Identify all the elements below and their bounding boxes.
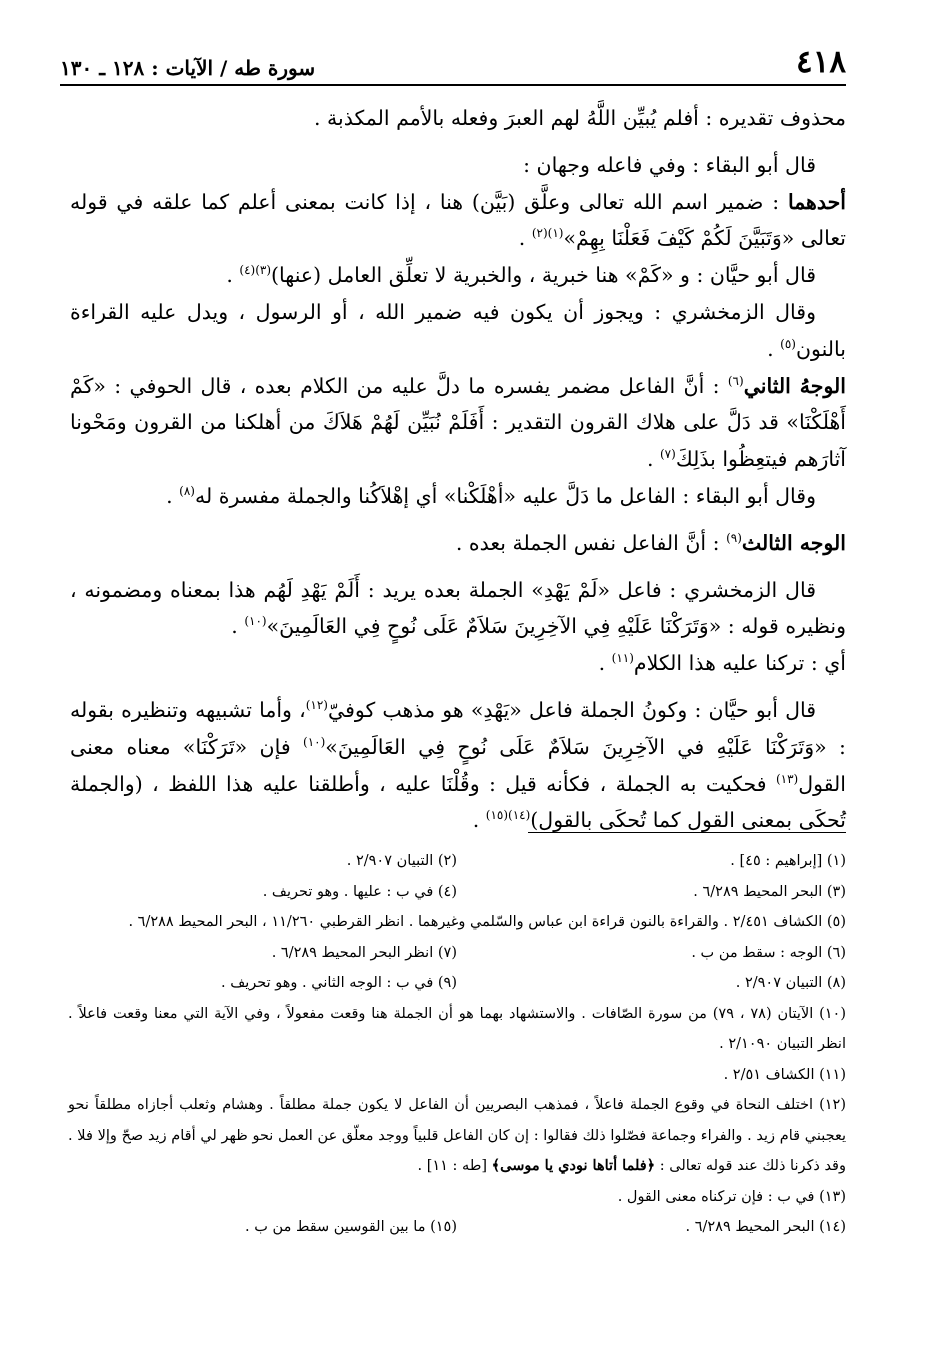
footnote-ref[interactable]: (١٠) [244,614,267,629]
footnote-12 [68,1090,846,1182]
footnote-5: (٥) الكشاف ٢/٤٥١ . والقراءة بالنون قراءة ابن عباس والسّلمي وغيرهما . انظر القرطبي ١١/٢٦٠ ، البحر المحيط ٦/٢٨٨ . [128,914,846,930]
paragraph-10: أي : تركنا عليه هذا الكلام$^{(١١)}$ . [598,651,846,676]
footnote-row [68,1212,846,1243]
paragraph-text: فحكيت به الجملة ، فكأنه قيل : وقُلْنَا عليه ، وأطلقنا عليه هذا اللفظ ، (والجملة تُحكَى بمعنى القول كما تُحكَى بالقول) [70,771,846,833]
footnote-ref[interactable]: (٨) [179,484,195,499]
footnote-row [68,846,846,877]
paragraph-text: فإن «تَرَكْنَا» معناه معنى القول [70,734,846,796]
section-heading: أحدهما [787,189,846,214]
paragraph-5: وقال الزمخشري : ويجوز أن يكون فيه ضمير الله ، أو الرسول ، ويدل عليه القراءة بالنون$^{(٥)}$ . [70,299,846,361]
paragraph-text: وقال أبو البقاء : الفاعل ما دَلَّ عليه «أهْلَكْنا» أي إهْلاَكُنا والجملة مفسرة له [194,483,816,508]
footnote-separator [528,832,846,833]
footnote-9: (٩) في ب : الوجه الثاني . وهو تحريف . [221,975,457,991]
footnote-8: (٨) التبيان ٢/٩٠٧ . [735,975,846,991]
paragraph-text: : أنَّ الفاعل مضمر يفسره ما دلَّ عليه من الكلام بعده ، قال الحوفي : «كَمْ أَهْلَكْنَا» قد دَلَّ على هلاك القرون التقدير : أَفَلَمْ نُبَيِّن لَهُمْ هَلاَكَ من أهلكنا من القرون ومَحْونا آثارَهم فيتعِظُوا بذَلِكَ [70,373,846,472]
footnote-ref[interactable]: (٥) [780,336,796,351]
paragraph-text: قال أبو حيَّان : و «كَمْ» هنا خبرية ، والخبرية لا تعلِّق العامل (عنها) [271,263,816,288]
footnote-11: (١١) الكشاف ٢/٥١ . [723,1066,846,1083]
footnote-ref[interactable]: (٣)(٤) [239,263,272,278]
paragraph-text: محذوف تقديره : أفلم يُبيِّن اللَّهُ لهم العبرَ وفعله بالأمم المكذبة . [313,106,846,130]
footnote-2: (٢) التبيان ٢/٩٠٧ . [346,853,457,869]
paragraph-text: أي : تركنا عليه هذا الكلام [633,651,846,676]
footnote-3: (٣) البحر المحيط ٦/٢٨٩ . [693,883,846,900]
paragraph-3: أحدهما : ضمير اسم الله تعالى وعلَّق (بَيَّن) هنا ، إذا كانت بمعنى أعلم كما علقه في قوله تعالى «وَتَبَيَّنَ لَكُمْ كَيْفَ فَعَلْنَا بِهِمْ»$^{(١)(٢)}$ . [70,189,846,251]
footnote-row [68,968,846,999]
page-number: ٤١٨ [796,44,846,80]
footnote-ref[interactable]: (١١) [611,651,634,666]
footnotes [68,846,846,1243]
footnote-ref[interactable]: (١٤)(١٥) [485,808,531,823]
section-heading: الوجه الثالث [741,530,846,555]
paragraph-text: قال الزمخشري : فاعل «لَمْ يَهْدِ» الجملة بعده يريد : أَلَمْ يَهْدِ لَهُم هذا بمعناه ومضمونه ، ونظيره قوله : «وَتَرَكْنَا عَلَيْهِ فِي الآخِرِينَ سَلاَمٌ عَلَى نُوحٍ فِي العَالَمِينَ» [70,577,846,639]
paragraph-text: : ضمير اسم الله تعالى وعلَّق (بَيَّن) هنا ، إذا كانت بمعنى أعلم كما علقه في قوله تعالى «وَتَبَيَّنَ لَكُمْ كَيْفَ فَعَلْنَا بِهِمْ» [70,189,846,251]
footnote-10: (١٠) الآيتان (٧٨ ، ٧٩) من سورة الصّافات . والاستشهاد بهما هو أن الجملة هنا وقعت مفعولاً ، وفي الآية التي معنا وقعت فاعلاً . انظر التبيان ٢/١٠٩٠ . [68,1005,846,1052]
footnote-ref[interactable]: (٩) [726,530,742,545]
footnote-ref[interactable]: (١)(٢) [531,226,564,241]
footnote-13: (١٣) في ب : فإن تركناه معنى القول . [617,1188,846,1205]
paragraph-4: قال أبو حيَّان : و «كَمْ» هنا خبرية ، والخبرية لا تعلِّق العامل (عنها)$^{(٣)(٤)}$ . [226,263,816,288]
paragraph-7: وقال أبو البقاء : الفاعل ما دَلَّ عليه «أهْلَكْنا» أي إهْلاَكُنا والجملة مفسرة له$^{(٨)}$ . [166,483,816,508]
footnote-14: (١٤) البحر المحيط ٦/٢٨٩ . [685,1219,846,1235]
paragraph-text: وقال الزمخشري : ويجوز أن يكون فيه ضمير الله ، أو الرسول ، ويدل عليه القراءة بالنون [70,299,846,361]
paragraph-text: : أنَّ الفاعل نفس الجملة بعده . [455,530,720,555]
footnote-row [68,877,846,908]
section-heading: الوجهُ الثاني [743,373,846,398]
paragraph-1 [70,100,846,137]
footnote-text: (١٢) اختلف النحاة في وقوع الجملة فاعلاً ، فمذهب البصريين أن الفاعل لا يكون جملة مطلقاً . وهشام وثعلب أجازاه مطلقاً نحو يعجبني قام زيد . والفراء وجماعة فصّلوا ذلك فقالوا : إن كان الفاعل قلبياً ووجد معلّق عن العمل نحو ظهر لي أقام زيد صحّ وإلا فلا . وقد ذكرنا ذلك عند قوله تعالى : [68,1097,846,1174]
page-header [60,30,846,86]
footnote-ref[interactable]: (٧) [659,447,676,462]
paragraph-11: قال أبو حيَّان : وكونُ الجملة فاعل «يَهْدِ» هو مذهب كوفيّ$^{(١٢)}$، وأما تشبيهه وتنظيره بقوله : «وَتَرَكْنَا عَلَيْهِ في الآخِرِينَ سَلاَمٌ عَلَى نُوحٍ فِي العَالَمِينَ»$^{(١٠)}$ فإن «تَرَكْنَا» معناه معنى القول$^{(١٣)}$ فحكيت به الجملة ، فكأنه قيل : وقُلْنَا عليه ، وأطلقنا عليه هذا اللفظ ، (والجملة تُحكَى بمعنى القول كما تُحكَى بالقول)$^{(١٤)(١٥)}$ . [70,697,846,833]
footnote-7: (٧) انظر البحر المحيط ٦/٢٨٩ . [271,944,457,961]
paragraph-6: الوجهُ الثاني$^{(٦)}$ : أنَّ الفاعل مضمر يفسره ما دلَّ عليه من الكلام بعده ، قال الحوفي : «كَمْ أَهْلَكْنَا» قد دَلَّ على هلاك القرون التقدير : أَفَلَمْ نُبَيِّن لَهُمْ هَلاَكَ من أهلكنا من القرون ومَحْونا آثارَهم فيتعِظُوا بذَلِكَ$^{(٧)}$ . [70,373,846,472]
running-title: سورة طه / الآيات : ١٢٨ ـ ١٣٠ [60,56,316,80]
footnote-6: (٦) الوجه : سقط من ب . [691,944,846,961]
footnote-ref[interactable]: (١٠) [303,734,326,749]
footnote-ref[interactable]: (١٢) [305,698,328,713]
footnote-1: (١) [إبراهيم : ٤٥] . [730,853,846,869]
paragraph-text: ، وأما تشبيهه وتنظيره بقوله : «وَتَرَكْنَا عَلَيْهِ في الآخِرِينَ سَلاَمٌ عَلَى نُوحٍ فِي العَالَمِينَ» [70,697,846,759]
footnote-ref[interactable]: (٦) [727,373,744,388]
footnote-text: [طه : ١١] . [417,1158,488,1174]
paragraph-text: قال أبو حيَّان : وكونُ الجملة فاعل «يَهْدِ» هو مذهب كوفيّ [327,697,817,722]
paragraph-text: قال أبو البقاء : وفي فاعله وجهان : [523,152,816,177]
footnote-ref[interactable]: (١٣) [775,771,799,786]
paragraph-2 [70,147,846,184]
footnote-15: (١٥) ما بين القوسين سقط من ب . [245,1219,457,1235]
footnote-4: (٤) في ب : عليها . وهو تحريف . [262,883,457,900]
quran-quote: ﴿فلما أتاها نودي يا موسى﴾ [491,1157,656,1174]
paragraph-8 [70,525,846,562]
footnote-row [68,938,846,969]
paragraph-9: قال الزمخشري : فاعل «لَمْ يَهْدِ» الجملة بعده يريد : أَلَمْ يَهْدِ لَهُم هذا بمعناه ومضمونه ، ونظيره قوله : «وَتَرَكْنَا عَلَيْهِ فِي الآخِرِينَ سَلاَمٌ عَلَى نُوحٍ فِي العَالَمِينَ»$^{(١٠)}$ . [70,577,846,639]
main-text [70,100,846,839]
